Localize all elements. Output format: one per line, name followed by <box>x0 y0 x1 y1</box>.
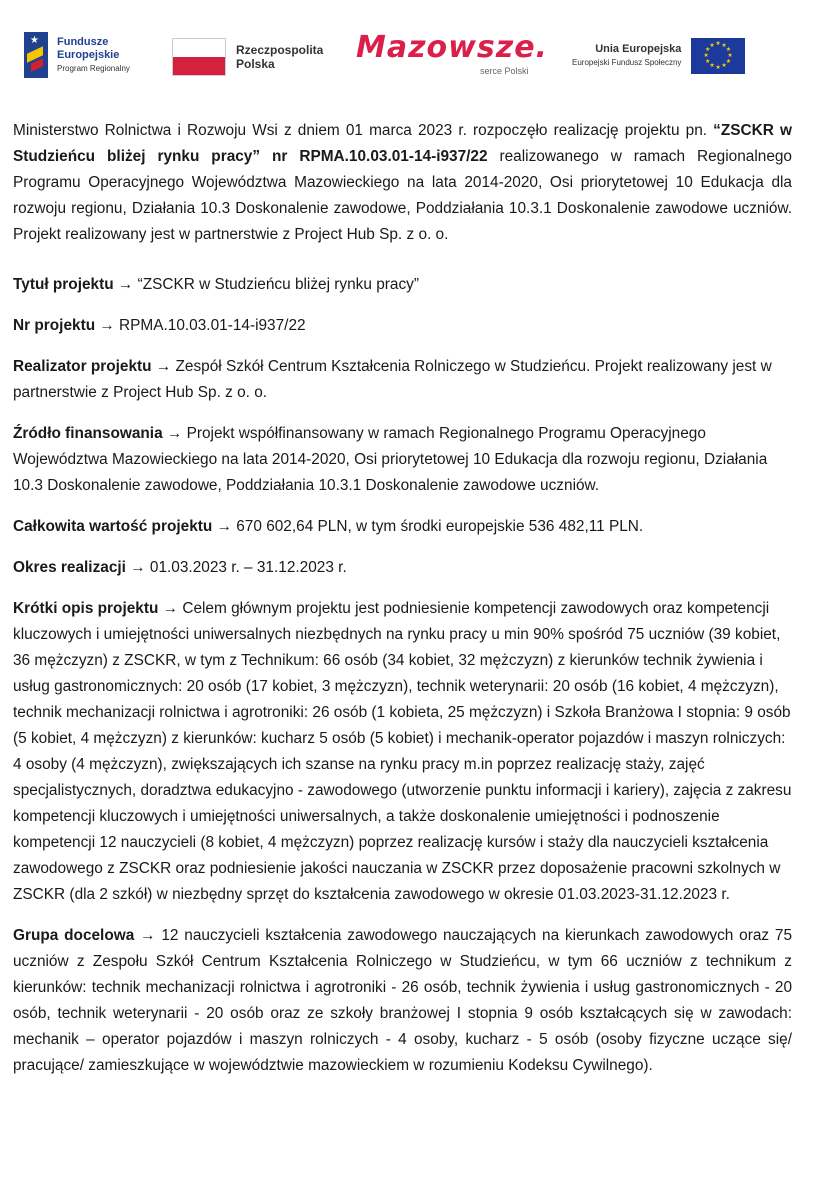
arrow-icon: → <box>166 425 183 442</box>
eu-star-icon: ★ <box>715 41 721 47</box>
fe-line3: Program Regionalny <box>57 63 130 73</box>
fe-emblem-icon: ★ <box>24 32 48 78</box>
section-funding <box>13 421 792 499</box>
intro-paragraph <box>13 118 792 248</box>
polish-flag-icon <box>172 38 226 76</box>
eu-star-icon: ★ <box>709 63 715 70</box>
arrow-icon: → <box>99 317 115 334</box>
section-label: Źródło finansowania <box>13 425 163 442</box>
mazowsze-tagline: serce Polski <box>480 66 529 76</box>
section-realizator <box>13 354 792 406</box>
section-value: “ZSCKR w Studzieńcu bliżej rynku pracy” <box>137 276 419 293</box>
intro-project-name: “ZSCKR w Studzieńcu bliżej rynku pracy” nr RPMA.10.03.01-14-i937/22 <box>13 122 792 165</box>
document-body <box>13 118 792 1079</box>
eu-flag-icon <box>691 38 745 74</box>
section-label: Nr projektu <box>13 317 96 334</box>
section-period <box>13 555 792 581</box>
fe-line1: Fundusze <box>57 35 109 48</box>
section-value: 12 nauczycieli kształcenia zawodowego nauczających na kierunkach zawodowych oraz 75 uczniów z Zespołu Szkół Centrum Kształcenia Rolniczego w Studzieńcu, w tym 66 uczniów z technikum z kierunków: technik mechanizacji rolnictwa i agrotroniki - 26 osób, technik żywienia i usług gastronomicznych - 20 osób, technik weterynarii - 20 osób oraz ze szkoły branżowej I stopnia 9 osób kształcących się w zawodach: mechanik – operator pojazdów i maszyn rolniczych - 4 osoby, kucharz - 5 osób (osoby fizyczne uczące się/ pracujące/ zamieszkujące w województwie mazowieckiem w rozumieniu Kodeksu Cywilnego). <box>13 927 793 1074</box>
section-value-total <box>13 514 792 540</box>
eu-star-icon: ★ <box>725 59 732 65</box>
eu-star-icon: ★ <box>704 59 711 65</box>
eu-star-icon: ★ <box>721 42 727 49</box>
eu-star-icon: ★ <box>703 53 709 59</box>
eu-star-icon: ★ <box>715 65 721 71</box>
section-target-group <box>13 923 792 1079</box>
unia-europejska-logo <box>572 38 745 74</box>
rp-line2: Polska <box>236 57 275 71</box>
section-value: Celem głównym projektu jest podniesienie kompetencji zawodowych oraz kompetencji kluczowych i umiejętności uniwersalnych niezbędnych na rynku pracy u min 90% spośród 75 uczniów (39 kobiet, 36 mężczyzn) z ZSCKR, w tym z Technikum: 66 osób (34 kobiet, 32 mężczyzn) z kierunków technik żywienia i usług gastronomicznych: 20 osób (17 kobiet, 3 mężczyzn), technik weterynarii: 20 osób (16 kobiet, 4 mężczyzn), technik mechanizacji rolnictwa i agrotroniki: 26 osób (1 kobieta, 25 mężczyzn) i Szkoła Branżowa I stopnia: 9 osób (5 kobiet, 4 mężczyzn) z kierunków: kucharz 5 osób (5 kobiet) i mechanik-operator pojazdów i maszyn rolniczych: 4 osoby (4 mężczyzn), zwiększających ich szanse na rynku pracy m.in poprzez realizację staży, zajęć specjalistycznych, doradztwa edukacyjno - zawodowego (utworzenie punktu informacji i kariery), zajęcia z zakresu kompetencji kluczowych i umiejętności uniwersalnych, a także doskonalenie umiejętności i podnoszenie kompetencji 12 nauczycieli (8 kobiet, 4 mężczyzn) poprzez realizację kursów i staży dla nauczycieli kształcenia zawodowego z ZSCKR oraz podniesienie jakości nauczania w ZSCKR przez doposażenie pracowni szkolnych w ZSCKR (dla 2 szkół) w niezbędny sprzęt do kształcenia zawodowego w okresie 01.03.2023-31.12.2023 r. <box>13 600 792 903</box>
eu-star-icon: ★ <box>725 47 732 53</box>
fe-line2: Europejskie <box>57 48 120 61</box>
section-value: RPMA.10.03.01-14-i937/22 <box>119 317 306 334</box>
section-label: Realizator projektu <box>13 358 152 375</box>
rzeczpospolita-logo <box>172 38 323 76</box>
section-value: Zespół Szkół Centrum Kształcenia Rolniczego w Studzieńcu. Projekt realizowany jest w partnerstwie z Project Hub Sp. z o. o. <box>13 358 772 401</box>
section-label: Tytuł projektu <box>13 276 114 293</box>
section-label: Grupa docelowa <box>13 927 135 944</box>
intro-text-1: Ministerstwo Rolnictwa i Rozwoju Wsi z dniem 01 marca 2023 r. rozpoczęło realizację projektu pn. <box>13 122 714 139</box>
logo-strip <box>0 0 832 100</box>
ue-line2: Europejski Fundusz Społeczny <box>572 58 682 67</box>
eu-star-icon: ★ <box>704 47 711 53</box>
section-value: 670 602,64 PLN, w tym środki europejskie 536 482,11 PLN. <box>236 518 644 535</box>
ue-line1: Unia Europejska <box>595 43 682 55</box>
arrow-icon: → <box>140 927 156 944</box>
arrow-icon: → <box>162 600 179 617</box>
section-label: Okres realizacji <box>13 559 126 576</box>
eu-star-icon: ★ <box>727 53 733 59</box>
section-value: 01.03.2023 r. – 31.12.2023 r. <box>149 559 347 576</box>
arrow-icon: → <box>130 559 146 576</box>
section-description <box>13 596 792 908</box>
intro-text-2: realizowanego w ramach Regionalnego Programu Operacyjnego Województwa Mazowieckiego na lata 2014-2020, Osi priorytetowej 10 Edukacja dla rozwoju regionu, Działania 10.3 Doskonalenie zawodowe, Poddziałania 10.3.1 Doskonalenie zawodowe uczniów. Projekt realizowany jest w partnerstwie z Project Hub Sp. z o. o. <box>13 148 792 243</box>
section-value: Projekt współfinansowany w ramach Regionalnego Programu Operacyjnego Województwa Mazowieckiego na lata 2014-2020, Osi priorytetowej 10 Edukacja dla rozwoju regionu, Działania 10.3 Doskonalenie zawodowe, Poddziałania 10.3.1 Doskonalenie zawodowe uczniów. <box>13 425 768 494</box>
fundusze-europejskie-logo <box>24 32 130 78</box>
mazowsze-logo <box>356 32 552 78</box>
arrow-icon: → <box>216 518 232 535</box>
eu-star-icon: ★ <box>709 42 715 49</box>
rp-line1: Rzeczpospolita <box>236 43 324 57</box>
arrow-icon: → <box>155 358 172 375</box>
section-label: Całkowita wartość projektu <box>13 518 213 535</box>
section-number <box>13 313 792 339</box>
section-title <box>13 272 792 298</box>
arrow-icon: → <box>117 276 134 293</box>
section-label: Krótki opis projektu <box>13 600 159 617</box>
mazowsze-wordmark: Mazowsze. <box>356 30 548 65</box>
eu-star-icon: ★ <box>721 63 727 70</box>
